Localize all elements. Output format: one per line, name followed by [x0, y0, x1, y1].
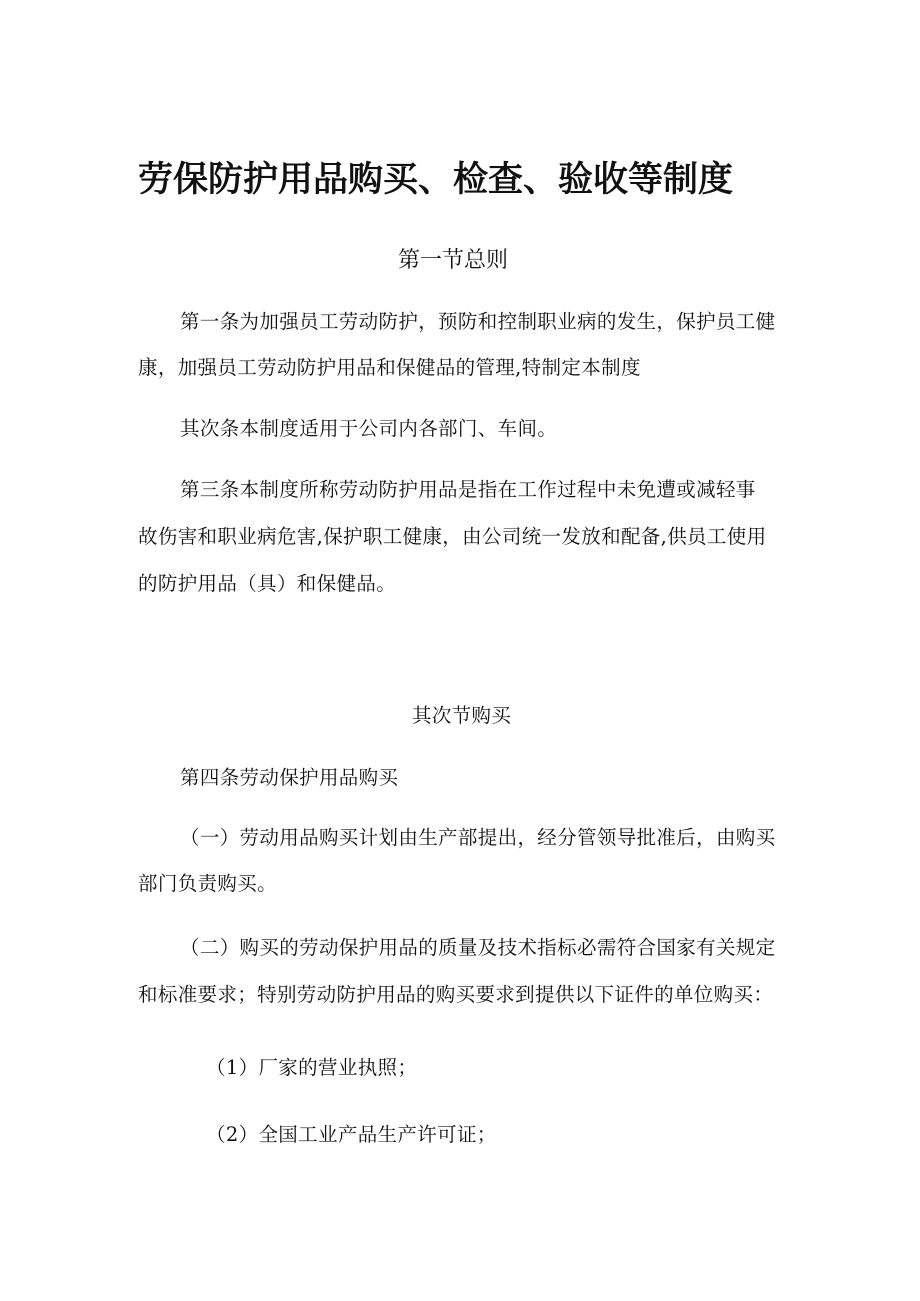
document-title: 劳保防护用品购买、检查、验收等制度 — [138, 159, 734, 200]
section-heading-general: 第一节总则 — [398, 248, 509, 273]
item-1-line-1: （一）劳动用品购买计划由生产部提出，经分管领导批准后，由购买 — [180, 826, 776, 849]
article-4: 第四条劳动保护用品购买 — [180, 766, 399, 789]
article-3-line-2: 故伤害和职业病危害,保护职工健康，由公司统一发放和配备,供员工使用 — [138, 525, 767, 548]
item-2-line-2: 和标准要求；特别劳动防护用品的购买要求到提供以下证件的单位购买： — [138, 983, 774, 1006]
sub-item-1: （1）厂家的营业执照； — [206, 1056, 418, 1079]
article-1-line-2: 康，加强员工劳动防护用品和保健品的管理,特制定本制度 — [138, 356, 641, 379]
article-3-line-1: 第三条本制度所称劳动防护用品是指在工作过程中未免遭或减轻事 — [180, 478, 756, 501]
item-1-line-2: 部门负责购买。 — [138, 872, 277, 895]
article-1-line-1: 第一条为加强员工劳动防护，预防和控制职业病的发生，保护员工健 — [180, 310, 776, 333]
section-heading-purchase: 其次节购买 — [412, 704, 512, 727]
sub-item-2: （2）全国工业产品生产许可证； — [206, 1123, 497, 1146]
article-3-line-3: 的防护用品（具）和保健品。 — [138, 572, 397, 595]
item-2-line-1: （二）购买的劳动保护用品的质量及技术指标必需符合国家有关规定 — [180, 936, 776, 959]
article-2: 其次条本制度适用于公司内各部门、车间。 — [180, 417, 558, 440]
